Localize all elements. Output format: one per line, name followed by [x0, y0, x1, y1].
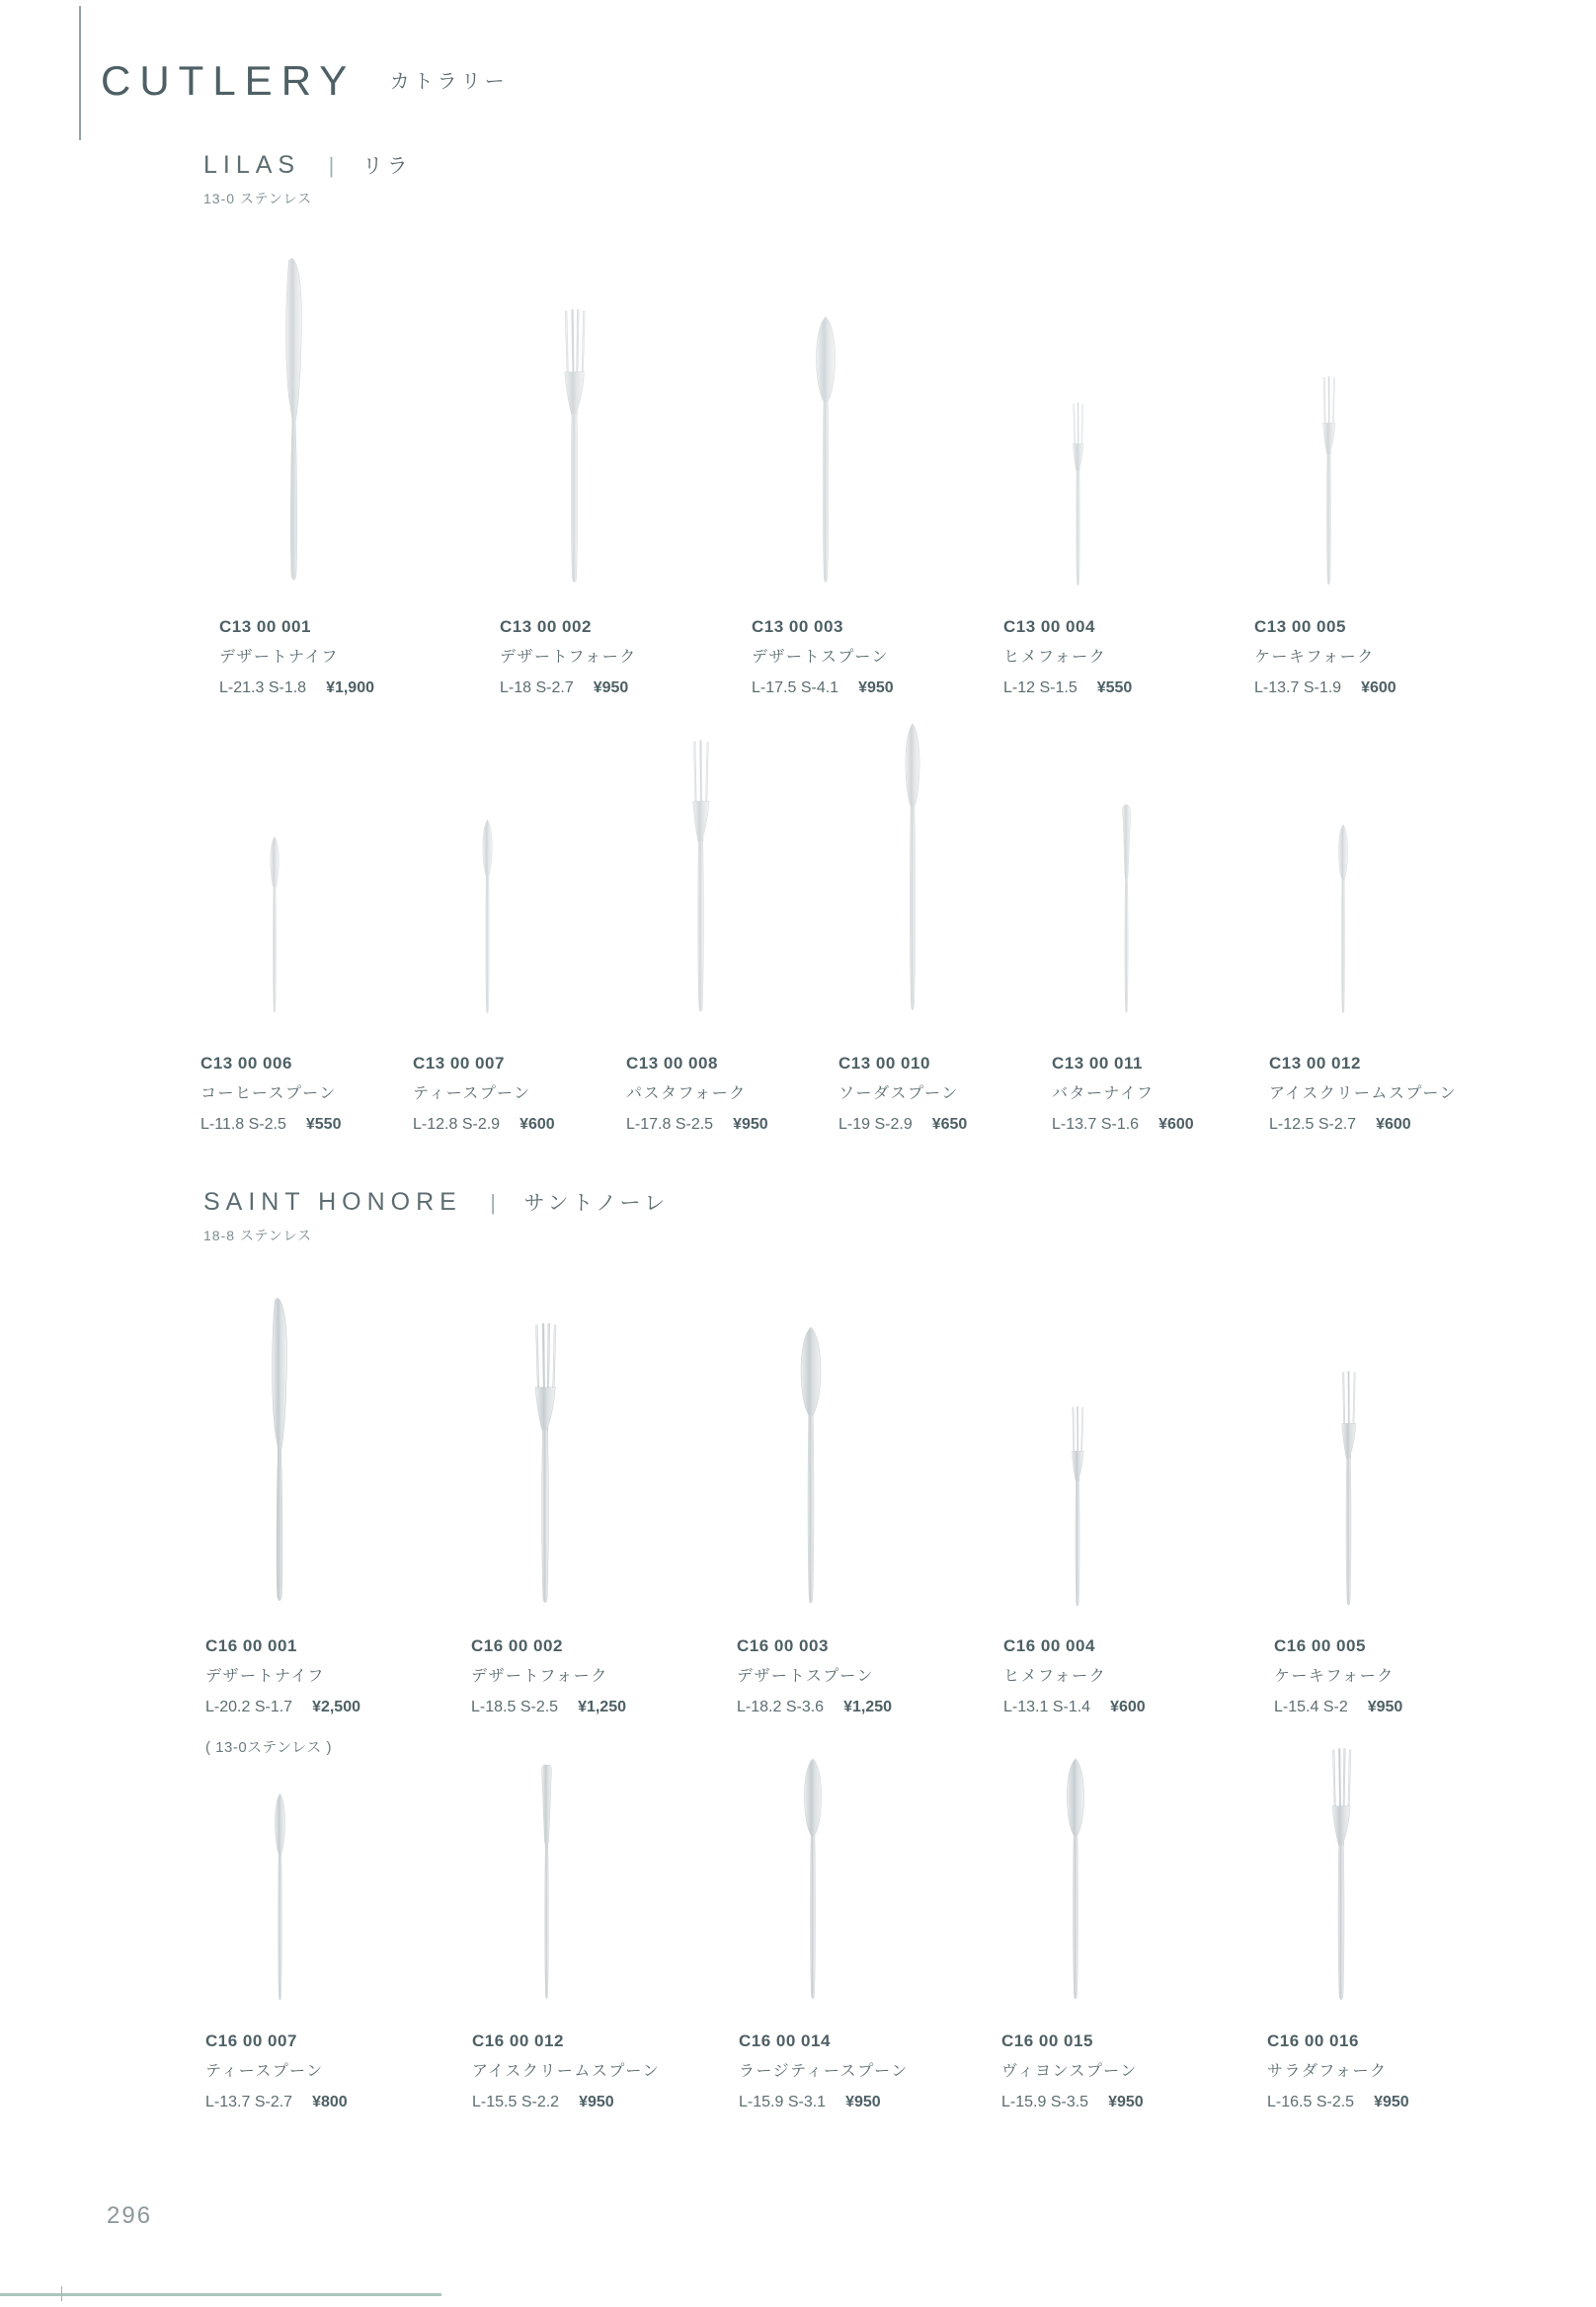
product-code: C16 00 005: [1274, 1636, 1366, 1655]
product-item: [739, 1681, 1001, 2117]
section-name-japanese: サントノーレ: [523, 1192, 670, 1215]
product-dimensions: L-21.3 S-1.8 ¥1,900: [219, 679, 374, 696]
fork4-icon: [1321, 1746, 1361, 2007]
section-material: 13-0 ステンレス: [203, 191, 313, 206]
product-name: ヒメフォーク: [1003, 1668, 1107, 1685]
product-note: ( 13-0ステンレス ): [205, 1739, 332, 1756]
section-divider: |: [328, 153, 335, 178]
spoon-icon: [794, 1756, 832, 2007]
product-item: [1052, 624, 1269, 1140]
section-name: LILAS: [203, 151, 301, 179]
product-code: C13 00 008: [626, 1054, 718, 1073]
product-code: C16 00 002: [471, 1636, 563, 1655]
product-price: ¥600: [1376, 1116, 1411, 1133]
product-name: デザートナイフ: [205, 1668, 325, 1685]
product-price: ¥950: [858, 679, 894, 696]
fork3-icon: [1064, 401, 1092, 591]
product-photo: [1267, 1681, 1415, 2007]
product-price: ¥950: [1367, 1699, 1403, 1715]
page-title: CUTLERY: [101, 57, 357, 104]
product-row: [205, 1681, 1563, 2117]
product-row: [219, 146, 1541, 703]
product-photo: [1274, 1276, 1422, 1612]
product-code: C13 00 004: [1003, 617, 1095, 636]
slimspoon-icon: [264, 1790, 296, 2007]
product-price: ¥950: [845, 2094, 881, 2110]
section-name-japanese: リラ: [361, 155, 412, 178]
product-photo: [471, 1276, 619, 1612]
section-title-line: [203, 1187, 669, 1217]
product-price: ¥950: [593, 679, 629, 696]
product-code: C13 00 006: [200, 1054, 292, 1073]
product-item: [413, 624, 629, 1140]
product-photo: [1269, 624, 1417, 1019]
product-dimensions: L-15.9 S-3.1 ¥950: [739, 2094, 881, 2110]
product-code: C16 00 012: [472, 2031, 564, 2050]
product-price: ¥950: [1108, 2094, 1144, 2110]
product-dimensions: L-11.8 S-2.5 ¥550: [200, 1116, 342, 1133]
section-name: SAINT HONORE: [203, 1188, 462, 1216]
product-dimensions: L-20.2 S-1.7 ¥2,500: [205, 1699, 360, 1715]
header-vertical-rule: [79, 6, 81, 140]
section-header-saint-honore: [203, 1187, 669, 1245]
product-code: C13 00 001: [219, 617, 311, 636]
product-dimensions: L-17.5 S-4.1 ¥950: [752, 679, 894, 696]
product-item: [472, 1681, 739, 2117]
product-name: ティースプーン: [205, 2063, 324, 2080]
product-code: C16 00 014: [739, 2031, 831, 2050]
spoon-icon: [805, 314, 846, 591]
product-item: [500, 146, 752, 703]
product-name: ケーキフォーク: [1254, 649, 1375, 666]
product-code: C13 00 005: [1254, 617, 1346, 636]
product-photo: [739, 1681, 887, 2007]
spoon-icon: [789, 1324, 833, 1612]
product-item: [205, 1681, 472, 2117]
slimspoon-icon: [261, 833, 288, 1019]
product-name: ヒメフォーク: [1003, 649, 1107, 666]
product-photo: [1003, 146, 1152, 591]
product-dimensions: L-13.7 S-2.7 ¥800: [205, 2094, 348, 2110]
product-price: ¥950: [579, 2094, 614, 2110]
product-code: C16 00 007: [205, 2031, 297, 2050]
product-dimensions: L-13.1 S-1.4 ¥600: [1003, 1699, 1146, 1715]
product-price: ¥600: [1361, 679, 1396, 696]
product-price: ¥550: [305, 1116, 342, 1133]
product-code: C16 00 003: [737, 1636, 829, 1655]
fork4-icon: [523, 1319, 567, 1612]
product-dimensions: L-18 S-2.7 ¥950: [500, 679, 629, 696]
product-code: C16 00 016: [1267, 2031, 1359, 2050]
product-item: [838, 624, 1052, 1140]
product-price: ¥1,250: [843, 1699, 892, 1715]
product-item: [1269, 624, 1543, 1140]
product-name: バターナイフ: [1052, 1085, 1155, 1102]
knife-icon: [256, 1293, 303, 1612]
product-name: ヴィヨンスプーン: [1001, 2063, 1138, 2080]
product-photo: [500, 146, 648, 591]
product-code: C13 00 012: [1269, 1054, 1361, 1073]
product-price: ¥950: [1374, 2094, 1409, 2110]
butterknife-icon: [1110, 803, 1143, 1019]
product-dimensions: L-18.5 S-2.5 ¥1,250: [471, 1699, 626, 1715]
product-photo: [752, 146, 900, 591]
product-name: デザートフォーク: [500, 649, 637, 666]
product-dimensions: L-12.8 S-2.9 ¥600: [413, 1116, 555, 1133]
product-dimensions: L-12.5 S-2.7 ¥600: [1269, 1116, 1411, 1133]
product-dimensions: L-15.4 S-2 ¥950: [1274, 1699, 1403, 1715]
product-price: ¥2,500: [312, 1699, 360, 1715]
fork3-icon: [1062, 1404, 1093, 1612]
product-dimensions: L-17.8 S-2.5 ¥950: [626, 1116, 768, 1133]
product-code: C16 00 004: [1003, 1636, 1095, 1655]
product-photo: [205, 1276, 354, 1612]
product-name: ソーダスプーン: [838, 1085, 959, 1102]
product-item: [1267, 1681, 1563, 2117]
slimspoon-icon: [472, 817, 503, 1019]
product-name: ケーキフォーク: [1274, 1668, 1395, 1685]
product-name: デザートナイフ: [219, 649, 339, 666]
product-price: ¥600: [519, 1116, 555, 1133]
footer-tick-mark: [61, 2286, 62, 2301]
product-code: C16 00 015: [1001, 2031, 1093, 2050]
product-price: ¥800: [312, 2094, 348, 2110]
product-item: [219, 146, 500, 703]
product-name: ラージティースプーン: [739, 2063, 909, 2080]
product-photo: [1003, 1276, 1152, 1612]
product-price: ¥550: [1096, 679, 1133, 696]
product-photo: [205, 1681, 354, 2007]
product-photo: [219, 146, 367, 591]
product-price: ¥950: [733, 1116, 768, 1133]
section-material: 18-8 ステンレス: [203, 1228, 313, 1243]
product-name: サラダフォーク: [1267, 2063, 1388, 2080]
fork3-icon: [1330, 1369, 1367, 1612]
product-dimensions: L-13.7 S-1.9 ¥600: [1254, 679, 1396, 696]
fork4-icon: [553, 306, 596, 591]
product-price: ¥1,250: [578, 1699, 626, 1715]
product-name: アイスクリームスプーン: [1269, 1085, 1458, 1102]
product-code: C13 00 010: [838, 1054, 930, 1073]
product-dimensions: L-19 S-2.9 ¥650: [838, 1116, 968, 1133]
section-divider: |: [490, 1190, 497, 1215]
product-dimensions: L-15.5 S-2.2 ¥950: [472, 2094, 614, 2110]
product-price: ¥600: [1110, 1699, 1146, 1715]
product-price: ¥600: [1158, 1116, 1194, 1133]
slimspoon-icon: [890, 719, 935, 1019]
product-code: C13 00 007: [413, 1054, 505, 1073]
product-item: [1003, 146, 1254, 703]
product-row: [200, 624, 1543, 1140]
product-name: コーヒースプーン: [200, 1085, 337, 1102]
product-photo: [626, 624, 774, 1019]
product-name: アイスクリームスプーン: [472, 2063, 661, 2080]
knife-icon: [269, 254, 319, 591]
product-code: C13 00 002: [500, 617, 592, 636]
page-number: 296: [107, 2202, 153, 2229]
product-photo: [200, 624, 349, 1019]
product-dimensions: L-15.9 S-3.5 ¥950: [1001, 2094, 1144, 2110]
product-item: [626, 624, 838, 1140]
product-photo: [1001, 1681, 1150, 2007]
product-item: [1254, 146, 1541, 703]
product-name: デザートフォーク: [471, 1668, 608, 1685]
product-price: ¥650: [931, 1116, 968, 1133]
spoon-icon: [1057, 1756, 1094, 2007]
product-dimensions: L-16.5 S-2.5 ¥950: [1267, 2094, 1409, 2110]
product-item: [1001, 1681, 1267, 2117]
product-price: ¥1,900: [326, 679, 374, 696]
product-photo: [838, 624, 987, 1019]
slimspoon-icon: [1328, 822, 1358, 1019]
product-name: パスタフォーク: [626, 1085, 747, 1102]
product-dimensions: L-18.2 S-3.6 ¥1,250: [737, 1699, 892, 1715]
product-name: デザートスプーン: [752, 649, 890, 666]
footer-accent-line: [0, 2293, 441, 2296]
product-name: デザートスプーン: [737, 1668, 875, 1685]
fork3-icon: [1313, 374, 1345, 591]
product-item: [752, 146, 1003, 703]
product-photo: [472, 1681, 620, 2007]
product-code: C13 00 011: [1052, 1054, 1143, 1073]
product-code: C13 00 003: [752, 617, 843, 636]
product-photo: [1254, 146, 1402, 591]
page-title-japanese: カトラリー: [389, 71, 509, 93]
product-name: ティースプーン: [413, 1085, 531, 1102]
product-item: [200, 624, 413, 1140]
product-dimensions: L-12 S-1.5 ¥550: [1003, 679, 1133, 696]
product-dimensions: L-13.7 S-1.6 ¥600: [1052, 1116, 1194, 1133]
fork3-icon: [679, 738, 722, 1019]
page-header: [101, 57, 509, 105]
product-photo: [413, 624, 561, 1019]
product-photo: [1052, 624, 1200, 1019]
paddle-icon: [528, 1762, 565, 2007]
product-code: C16 00 001: [205, 1636, 297, 1655]
product-photo: [737, 1276, 885, 1612]
